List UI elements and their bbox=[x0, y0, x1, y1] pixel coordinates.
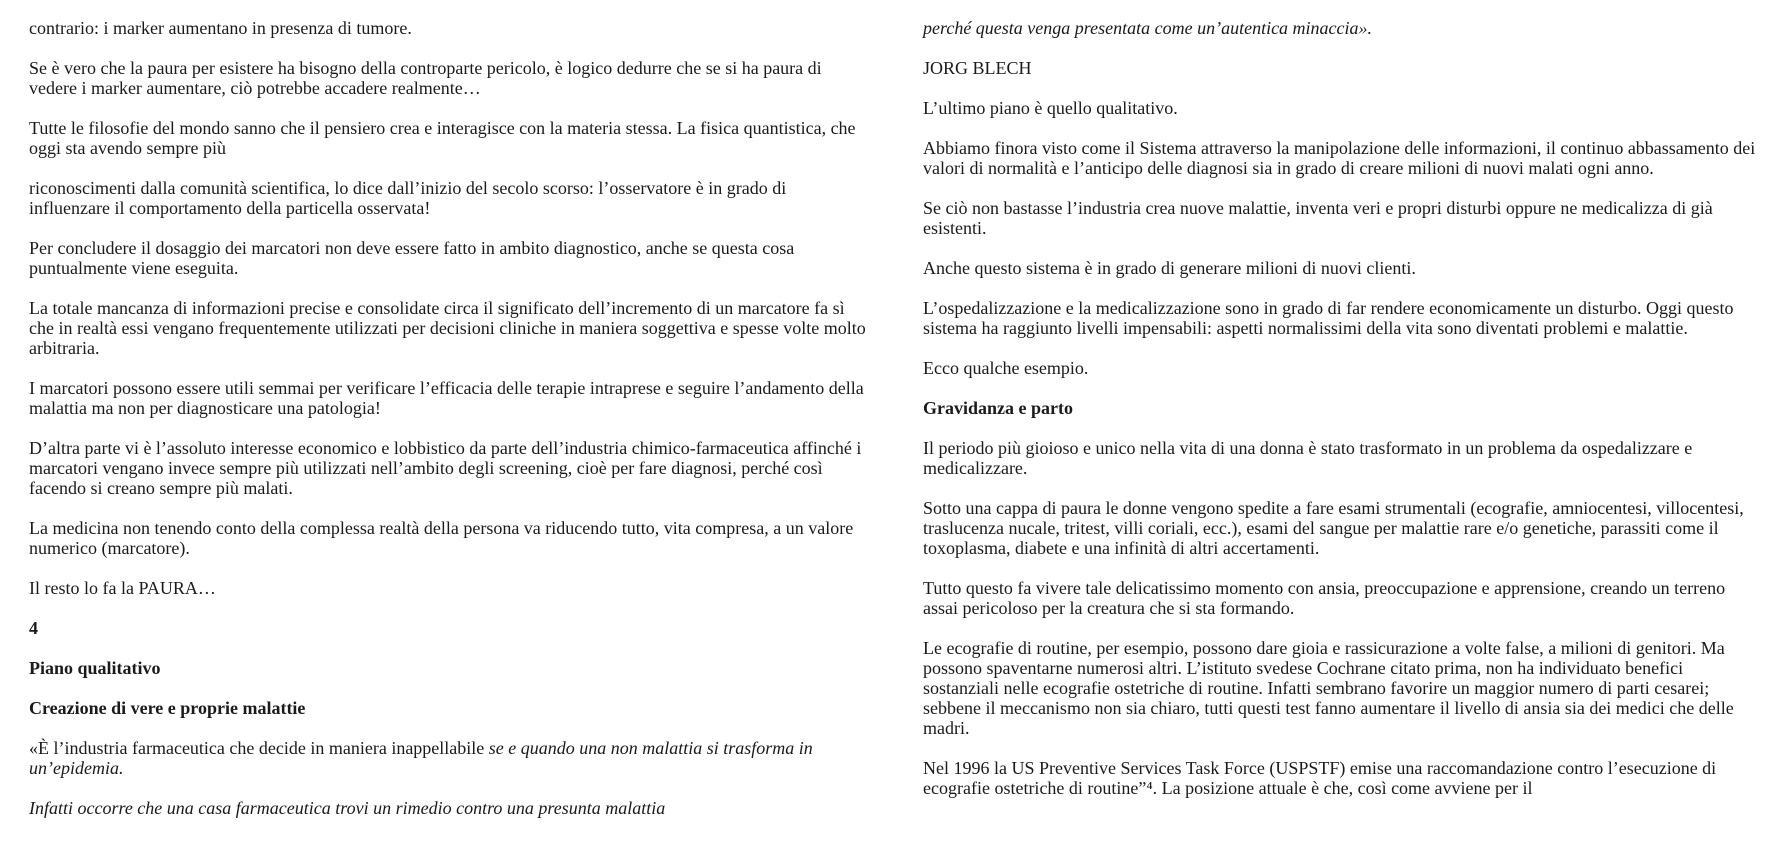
section-heading: Gravidanza e parto bbox=[923, 398, 1073, 418]
quote-paragraph bbox=[29, 738, 869, 778]
paragraph: La medicina non tenendo conto della complessa realtà della persona va riducendo tutto, vita compresa, a un valore numerico (marcatore). bbox=[29, 518, 854, 558]
paragraph: Il resto lo fa la PAURA… bbox=[29, 578, 216, 598]
paragraph: Nel 1996 la US Preventive Services Task Force (USPSTF) emise una raccomandazione contro l’esecuzione di ecografie ostetriche di routine”⁴. La posizione attuale è che, così come avviene per il bbox=[923, 758, 1717, 798]
paragraph: I marcatori possono essere utili semmai per verificare l’efficacia delle terapie intraprese e seguire l’andamento della malattia ma non per diagnosticare una patologia! bbox=[29, 378, 864, 418]
section-title: Creazione di vere e proprie malattie bbox=[29, 698, 306, 718]
paragraph: contrario: i marker aumentano in presenza di tumore. bbox=[29, 18, 412, 38]
paragraph: Sotto una cappa di paura le donne vengono spedite a fare esami strumentali (ecografie, amniocentesi, villocentesi, traslucenza nucale, tritest, villi coriali, ecc.), esami del sangue per malattie rare e/o genetiche, parassiti come il toxoplasma, diabete e una infinità di altri accertamenti. bbox=[923, 498, 1744, 558]
paragraph: L’ospedalizzazione e la medicalizzazione sono in grado di far rendere economicamente un disturbo. Oggi questo sistema ha raggiunto livelli impensabili: aspetti normalissimi della vita sono diventati problemi e malattie. bbox=[923, 298, 1734, 338]
paragraph: L’ultimo piano è quello qualitativo. bbox=[923, 98, 1178, 118]
paragraph: Tutto questo fa vivere tale delicatissimo momento con ansia, preoccupazione e apprensione, creando un terreno assai pericoloso per la creatura che si sta formando. bbox=[923, 578, 1726, 618]
quote-continuation: Infatti occorre che una casa farmaceutica trovi un rimedio contro una presunta malattia bbox=[29, 798, 666, 818]
quote-italic-text: se e quando una non malattia si trasforma in un’epidemia. bbox=[29, 738, 813, 778]
paragraph: Tutte le filosofie del mondo sanno che il pensiero crea e interagisce con la materia stessa. La fisica quantistica, che oggi sta avendo sempre più bbox=[29, 118, 856, 158]
quote-end: perché questa venga presentata come un’autentica minaccia». bbox=[923, 18, 1373, 38]
quote-author: JORG BLECH bbox=[923, 58, 1032, 78]
paragraph: Per concludere il dosaggio dei marcatori non deve essere fatto in ambito diagnostico, anche se questa cosa puntualmente viene eseguita. bbox=[29, 238, 795, 278]
paragraph: Le ecografie di routine, per esempio, possono dare gioia e rassicurazione a volte false, a milioni di genitori. Ma possono spaventarne numerosi altri. L’istituto svedese Cochrane citato prima, non ha individuato benefici sostanziali nelle ecografie ostetriche di routine. Infatti sembrano favorire un maggior numero di parti cesarei; sebbene il meccanismo non sia chiaro, tutti questi test fanno aumentare il livello di ansia sia dei medici che delle madri. bbox=[923, 638, 1734, 738]
left-column bbox=[29, 18, 869, 838]
chapter-title: Piano qualitativo bbox=[29, 658, 161, 678]
paragraph: Il periodo più gioioso e unico nella vita di una donna è stato trasformato in un problema da ospedalizzare e medicalizzare. bbox=[923, 438, 1693, 478]
paragraph: Ecco qualche esempio. bbox=[923, 358, 1089, 378]
paragraph: Anche questo sistema è in grado di generare milioni di nuovi clienti. bbox=[923, 258, 1416, 278]
paragraph: D’altra parte vi è l’assoluto interesse economico e lobbistico da parte dell’industria chimico-farmaceutica affinché i marcatori vengano invece sempre più utilizzati nell’ambito degli screening, cioè per fare diagnosi, perché così facendo si creano sempre più malati. bbox=[29, 438, 862, 498]
paragraph: La totale mancanza di informazioni precise e consolidate circa il significato dell’incremento di un marcatore fa sì che in realtà essi vengano frequentemente utilizzati per decisioni cliniche in maniera soggettiva e spesse volte molto arbitraria. bbox=[29, 298, 866, 358]
paragraph: Abbiamo finora visto come il Sistema attraverso la manipolazione delle informazioni, il continuo abbassamento dei valori di normalità e l’anticipo delle diagnosi sia in grado di creare milioni di nuovi malati ogni anno. bbox=[923, 138, 1756, 178]
chapter-number: 4 bbox=[29, 618, 38, 638]
paragraph: riconoscimenti dalla comunità scientifica, lo dice dall’inizio del secolo scorso: l’osservatore è in grado di influenzare il comportamento della particella osservata! bbox=[29, 178, 787, 218]
quote-text: «È l’industria farmaceutica che decide in maniera inappellabile bbox=[29, 738, 489, 758]
paragraph: Se è vero che la paura per esistere ha bisogno della controparte pericolo, è logico dedurre che se si ha paura di vedere i marker aumentare, ciò potrebbe accadere realmente… bbox=[29, 58, 822, 98]
paragraph: Se ciò non bastasse l’industria crea nuove malattie, inventa veri e propri disturbi oppure ne medicalizza di già esistenti. bbox=[923, 198, 1713, 238]
right-column bbox=[923, 18, 1763, 818]
